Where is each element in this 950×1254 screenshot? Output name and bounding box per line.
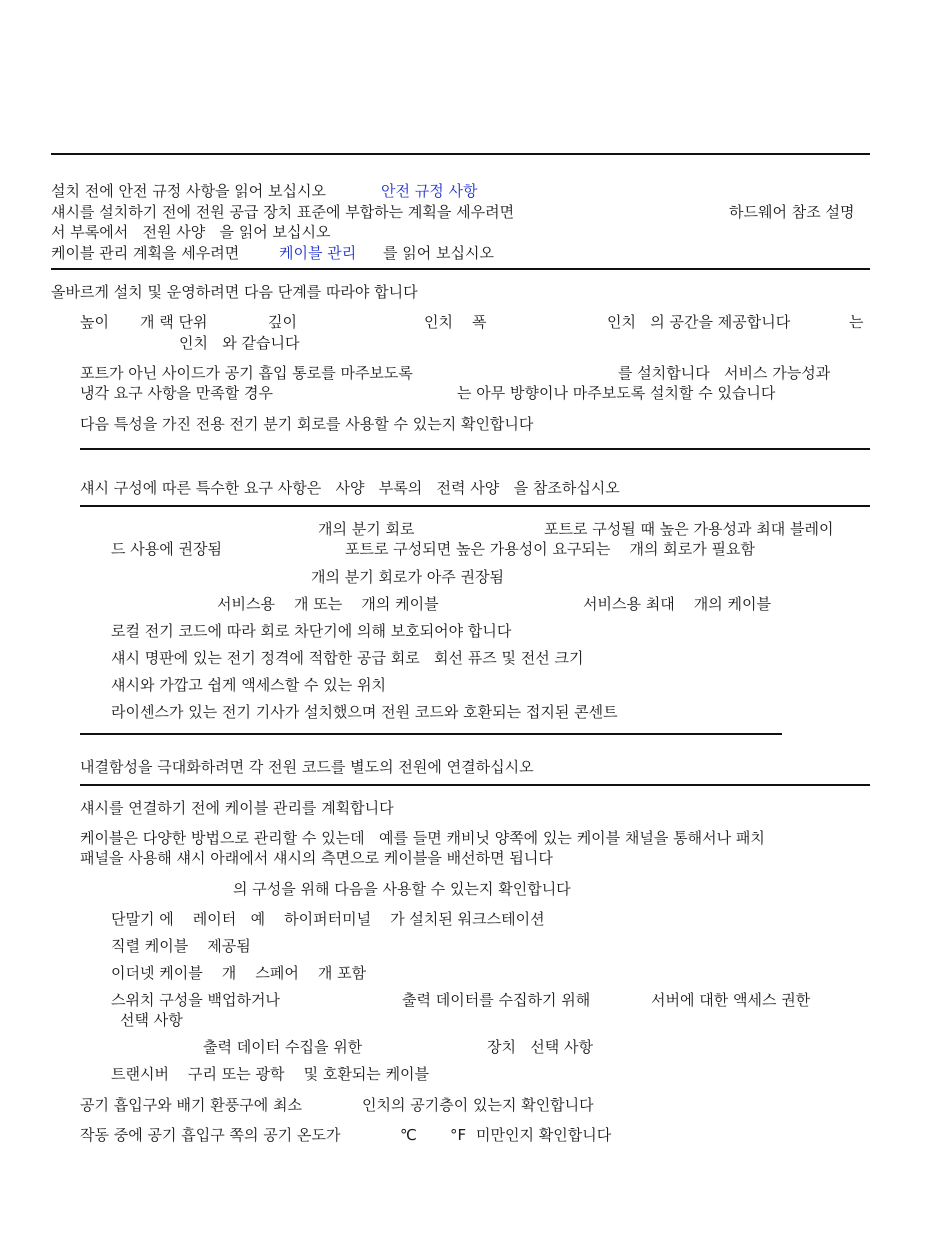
circuit-items-bottom-rule (80, 733, 782, 735)
circuit-item-e: 섀시 명판에 있는 전기 정격에 적합한 공급 회로 회선 퓨즈 및 전선 크기 (111, 649, 584, 667)
power-plan-line2: 서 부록에서 전원 사양 을 읽어 보십시오 (51, 223, 331, 241)
rack-unit-label: 개 랙 단위 (140, 313, 208, 331)
cable-plan-tail: 를 읽어 보십시오 (383, 244, 494, 262)
port-side-line1b: 를 설치합니다 서비스 가능성과 (618, 364, 831, 382)
circuit-item-c1: 서비스용 개 또는 개의 케이블 (217, 595, 439, 613)
item-output-b: 장치 선택 사항 (487, 1038, 594, 1056)
height-label: 높이 (80, 313, 109, 331)
item-transceiver: 트랜시버 구리 또는 광학 및 호환되는 케이블 (111, 1065, 430, 1083)
clearance-a: 공기 흡입구와 배기 환풍구에 최소 (80, 1096, 302, 1114)
cable-plan-link[interactable]: 케이블 관리 (279, 244, 357, 262)
circuit-top-rule (80, 448, 870, 450)
temp-a: 작동 중에 공기 흡입구 쪽의 공기 온도가 (80, 1126, 341, 1144)
circuit-item-c2: 서비스용 최대 개의 케이블 (583, 595, 771, 613)
space-label: 인치 의 공간을 제공합니다 (607, 313, 791, 331)
circuit-item-a3: 드 사용에 권장됨 (111, 540, 222, 558)
top-rule (51, 153, 870, 155)
circuit-item-a4: 포트로 구성되면 높은 가용성이 요구되는 개의 회로가 필요함 (345, 540, 755, 558)
port-side-line1a: 포트가 아닌 사이드가 공기 흡입 통로를 마주보도록 (80, 364, 413, 382)
item-backup-line2: 선택 사항 (120, 1011, 183, 1029)
item-serial-cable: 직렬 케이블 제공됨 (111, 937, 251, 955)
power-plan-text: 섀시를 설치하기 전에 전원 공급 장치 표준에 부합하는 계획을 세우려면 (51, 203, 515, 221)
steps-heading: 올바르게 설치 및 운영하려면 다음 단계를 따라야 합니다 (51, 283, 418, 301)
item-terminal: 단말기 에 레이터 예 하이퍼터미널 가 설치된 워크스테이션 (111, 910, 545, 928)
circuit-item-d: 로컬 전기 코드에 따라 회로 차단기에 의해 보호되어야 합니다 (111, 622, 512, 640)
item-output-a: 출력 데이터 수집을 위한 (203, 1038, 363, 1056)
safety-link[interactable]: 안전 규정 사항 (381, 182, 478, 200)
height-line2: 인치 와 같습니다 (179, 334, 300, 352)
circuit-item-g: 라이센스가 있는 전기 기사가 설치했으며 전원 코드와 호환되는 접지된 콘센트 (111, 703, 618, 721)
power-plan-tail: 하드웨어 참조 설명 (729, 203, 855, 221)
item-backup-b: 출력 데이터를 수집하기 위해 (402, 991, 591, 1009)
circuit-item-a2: 포트로 구성될 때 높은 가용성과 최대 블레이 (544, 520, 834, 538)
temp-unit-c: ℃ (400, 1126, 417, 1144)
depth-label: 깊이 (268, 313, 297, 331)
config-check: 의 구성을 위해 다음을 사용할 수 있는지 확인합니다 (233, 880, 571, 898)
equals-label: 는 (849, 313, 864, 331)
cable-plan-text: 케이블 관리 계획을 세우려면 (51, 244, 240, 262)
chassis-note: 섀시 구성에 따른 특수한 요구 사항은 사양 부록의 전력 사양 을 참조하십시오 (80, 479, 620, 497)
safety-text: 설치 전에 안전 규정 사항을 읽어 보십시오 (51, 182, 326, 200)
redundancy-note: 내결함성을 극대화하려면 각 전원 코드를 별도의 전원에 연결하십시오 (80, 758, 534, 776)
intro-bottom-rule (51, 268, 870, 270)
circuit-item-b1: 개의 분기 회로가 아주 권장됨 (311, 568, 504, 586)
clearance-b: 인치의 공기층이 있는지 확인합니다 (362, 1096, 594, 1114)
circuit-item-a1: 개의 분기 회로 (318, 520, 415, 538)
cable-methods-line2: 패널을 사용해 섀시 아래에서 섀시의 측면으로 케이블을 배선하면 됩니다 (80, 849, 553, 867)
port-side-line2b: 는 아무 방향이나 마주보도록 설치할 수 있습니다 (457, 384, 776, 402)
circuit-item-f: 섀시와 가깝고 쉽게 액세스할 수 있는 위치 (111, 676, 386, 694)
redundancy-rule (80, 784, 870, 786)
cable-methods-line1: 케이블은 다양한 방법으로 관리할 수 있는데 예를 들면 캐비닛 양쪽에 있는 케이블 채널을 통해서나 패치 (80, 829, 765, 847)
temp-b: 미만인지 확인합니다 (476, 1126, 612, 1144)
port-side-line2a: 냉각 요구 사항을 만족할 경우 (80, 384, 273, 402)
temp-unit-f: °F (450, 1126, 467, 1144)
item-backup-c: 서버에 대한 액세스 권한 (651, 991, 811, 1009)
cable-plan-step: 섀시를 연결하기 전에 케이블 관리를 계획합니다 (80, 799, 394, 817)
item-ethernet-cable: 이더넷 케이블 개 스페어 개 포함 (111, 964, 367, 982)
circuit-check: 다음 특성을 가진 전용 전기 분기 회로를 사용할 수 있는지 확인합니다 (80, 415, 534, 433)
item-backup-a: 스위치 구성을 백업하거나 (111, 991, 280, 1009)
chassis-note-rule (80, 505, 870, 507)
width-label: 인치 폭 (424, 313, 487, 331)
